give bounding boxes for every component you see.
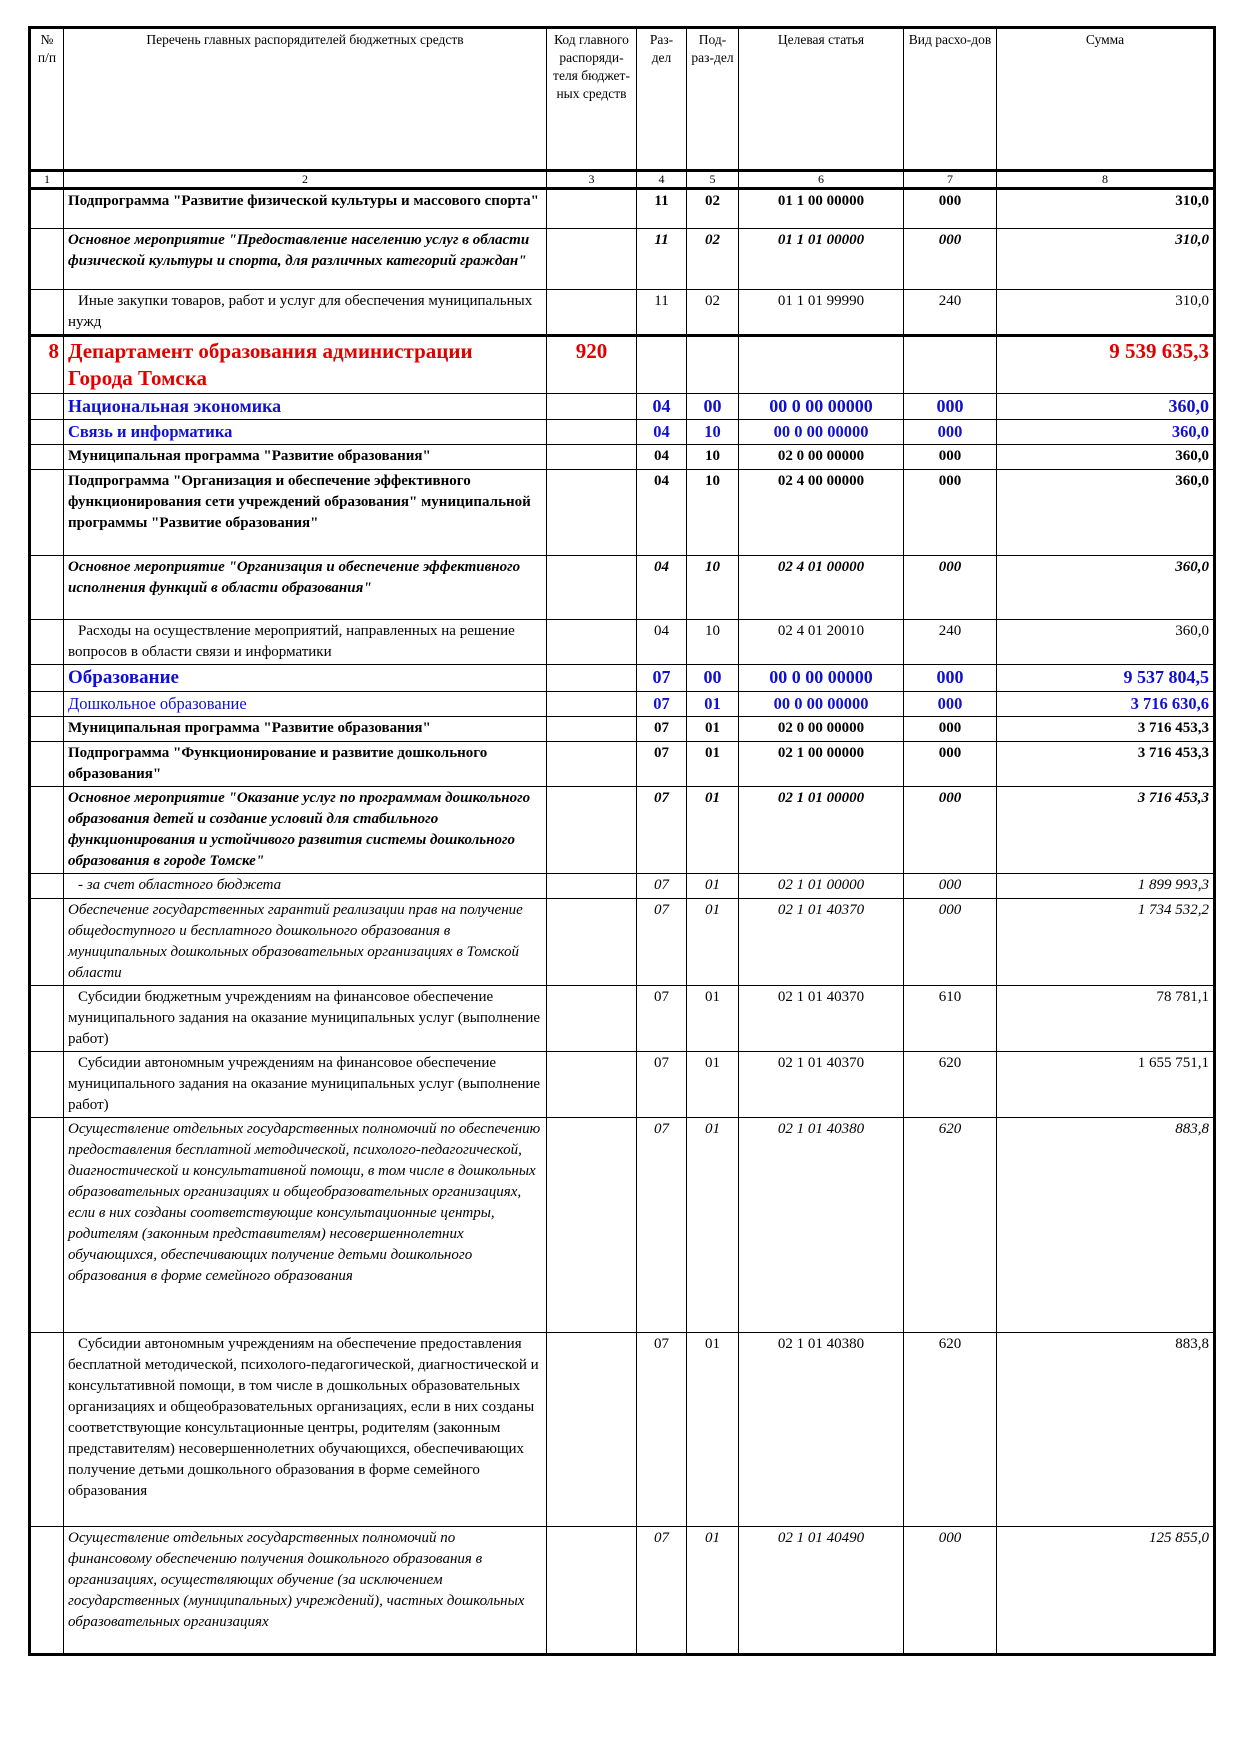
row-summa: 360,0 <box>997 394 1215 420</box>
row-razdel: 07 <box>637 787 687 874</box>
row-podrazdel: 01 <box>687 742 739 787</box>
row-razdel: 11 <box>637 229 687 290</box>
row-vid: 000 <box>904 742 997 787</box>
row-podrazdel: 00 <box>687 394 739 420</box>
row-name: Основное мероприятие "Организация и обеспечение эффективного исполнения функций в области образования" <box>64 556 547 620</box>
row-number <box>30 290 64 336</box>
row-code <box>547 986 637 1052</box>
column-numbers-row <box>30 171 1215 189</box>
row-summa: 310,0 <box>997 229 1215 290</box>
row-vid: 000 <box>904 394 997 420</box>
row-name: Подпрограмма "Организация и обеспечение эффективного функционирования сети учреждений образования" муниципальной программы "Развитие образования" <box>64 470 547 556</box>
table-row <box>30 556 1215 620</box>
row-number <box>30 470 64 556</box>
row-statya: 01 1 01 99990 <box>739 290 904 336</box>
row-code <box>547 394 637 420</box>
row-summa: 1 899 993,3 <box>997 874 1215 899</box>
header-number: № п/п <box>30 28 64 171</box>
row-statya: 01 1 00 00000 <box>739 189 904 229</box>
row-razdel: 04 <box>637 620 687 665</box>
row-statya: 02 0 00 00000 <box>739 445 904 470</box>
table-row <box>30 1118 1215 1333</box>
row-razdel: 07 <box>637 717 687 742</box>
column-number: 6 <box>739 171 904 189</box>
table-header-row <box>30 28 1215 171</box>
row-podrazdel: 01 <box>687 899 739 986</box>
row-razdel: 04 <box>637 394 687 420</box>
header-code: Код главного распоряди-теля бюджет-ных средств <box>547 28 637 171</box>
row-statya: 00 0 00 00000 <box>739 394 904 420</box>
header-summa: Сумма <box>997 28 1215 171</box>
row-summa: 125 855,0 <box>997 1527 1215 1655</box>
row-name: Субсидии автономным учреждениям на обеспечение предоставления бесплатной методической, психолого-педагогической, диагностической и консультативной помощи, в том числе в дошкольных образовательных организациях и общеобразовательных организациях, если в них созданы соответствующие консультационные центры, родителям (законным представителям) несовершеннолетних обучающихся, обеспечивающих получение детьми дошкольного образования в форме семейного образования <box>64 1333 547 1527</box>
row-number <box>30 1333 64 1527</box>
row-statya: 00 0 00 00000 <box>739 692 904 717</box>
budget-table <box>28 26 1216 1656</box>
row-vid: 620 <box>904 1052 997 1118</box>
row-razdel: 04 <box>637 470 687 556</box>
table-row <box>30 336 1215 394</box>
row-number <box>30 1052 64 1118</box>
row-statya: 02 1 01 40490 <box>739 1527 904 1655</box>
row-podrazdel: 02 <box>687 290 739 336</box>
column-number: 3 <box>547 171 637 189</box>
row-number <box>30 692 64 717</box>
row-code <box>547 1052 637 1118</box>
row-number <box>30 1118 64 1333</box>
row-razdel: 04 <box>637 420 687 445</box>
row-summa: 883,8 <box>997 1118 1215 1333</box>
table-row <box>30 692 1215 717</box>
row-statya: 02 1 01 40380 <box>739 1118 904 1333</box>
row-vid: 620 <box>904 1333 997 1527</box>
row-podrazdel: 01 <box>687 1333 739 1527</box>
row-code <box>547 556 637 620</box>
row-podrazdel: 10 <box>687 620 739 665</box>
row-razdel: 07 <box>637 1118 687 1333</box>
row-razdel: 07 <box>637 692 687 717</box>
row-razdel: 07 <box>637 1052 687 1118</box>
row-code <box>547 665 637 692</box>
row-name: Образование <box>64 665 547 692</box>
row-code <box>547 1333 637 1527</box>
row-razdel: 07 <box>637 899 687 986</box>
row-name: Муниципальная программа "Развитие образования" <box>64 717 547 742</box>
column-number: 4 <box>637 171 687 189</box>
row-podrazdel: 00 <box>687 665 739 692</box>
row-code <box>547 899 637 986</box>
row-code <box>547 290 637 336</box>
row-podrazdel: 01 <box>687 874 739 899</box>
row-podrazdel: 10 <box>687 445 739 470</box>
row-name: Обеспечение государственных гарантий реализации прав на получение общедоступного и бесплатного дошкольного образования в муниципальных дошкольных образовательных организациях в Томской области <box>64 899 547 986</box>
table-row <box>30 899 1215 986</box>
row-podrazdel: 02 <box>687 229 739 290</box>
row-razdel <box>637 336 687 394</box>
row-number <box>30 899 64 986</box>
row-podrazdel: 01 <box>687 1527 739 1655</box>
row-statya: 02 1 01 40370 <box>739 899 904 986</box>
row-razdel: 11 <box>637 290 687 336</box>
row-number <box>30 445 64 470</box>
table-row <box>30 1333 1215 1527</box>
row-name: Расходы на осуществление мероприятий, направленных на решение вопросов в области связи и информатики <box>64 620 547 665</box>
row-summa: 9 539 635,3 <box>997 336 1215 394</box>
row-razdel: 07 <box>637 1333 687 1527</box>
row-statya: 02 0 00 00000 <box>739 717 904 742</box>
row-vid: 620 <box>904 1118 997 1333</box>
table-row <box>30 620 1215 665</box>
row-statya: 01 1 01 00000 <box>739 229 904 290</box>
row-code <box>547 229 637 290</box>
row-podrazdel: 02 <box>687 189 739 229</box>
row-statya: 02 4 01 20010 <box>739 620 904 665</box>
row-razdel: 07 <box>637 986 687 1052</box>
column-number: 1 <box>30 171 64 189</box>
row-name: Связь и информатика <box>64 420 547 445</box>
row-summa: 3 716 453,3 <box>997 787 1215 874</box>
row-statya: 02 1 01 00000 <box>739 787 904 874</box>
table-row <box>30 229 1215 290</box>
row-number <box>30 742 64 787</box>
row-vid: 000 <box>904 229 997 290</box>
row-name: Муниципальная программа "Развитие образования" <box>64 445 547 470</box>
column-number: 5 <box>687 171 739 189</box>
table-row <box>30 717 1215 742</box>
row-summa: 360,0 <box>997 420 1215 445</box>
row-razdel: 07 <box>637 742 687 787</box>
row-summa: 360,0 <box>997 620 1215 665</box>
row-number <box>30 394 64 420</box>
row-code: 920 <box>547 336 637 394</box>
row-code <box>547 189 637 229</box>
row-vid: 000 <box>904 692 997 717</box>
row-summa: 1 734 532,2 <box>997 899 1215 986</box>
table-row <box>30 787 1215 874</box>
row-vid: 000 <box>904 665 997 692</box>
column-number: 7 <box>904 171 997 189</box>
row-name: Субсидии бюджетным учреждениям на финансовое обеспечение муниципального задания на оказание муниципальных услуг (выполнение работ) <box>64 986 547 1052</box>
row-code <box>547 620 637 665</box>
row-podrazdel: 01 <box>687 787 739 874</box>
row-vid: 000 <box>904 470 997 556</box>
header-statya: Целевая статья <box>739 28 904 171</box>
header-podrazdel: Под-раз-дел <box>687 28 739 171</box>
row-code <box>547 445 637 470</box>
row-summa: 310,0 <box>997 189 1215 229</box>
row-number <box>30 874 64 899</box>
row-number <box>30 420 64 445</box>
row-podrazdel: 01 <box>687 986 739 1052</box>
row-code <box>547 742 637 787</box>
row-name: Основное мероприятие "Предоставление населению услуг в области физической культуры и спорта, для различных категорий граждан" <box>64 229 547 290</box>
row-vid: 000 <box>904 189 997 229</box>
row-name: Подпрограмма "Развитие физической культуры и массового спорта" <box>64 189 547 229</box>
row-code <box>547 692 637 717</box>
table-row <box>30 1052 1215 1118</box>
row-vid: 000 <box>904 1527 997 1655</box>
row-vid: 240 <box>904 620 997 665</box>
row-statya: 02 4 01 00000 <box>739 556 904 620</box>
row-name: - за счет областного бюджета <box>64 874 547 899</box>
row-statya: 00 0 00 00000 <box>739 420 904 445</box>
row-code <box>547 420 637 445</box>
row-number <box>30 665 64 692</box>
row-name: Осуществление отдельных государственных полномочий по финансовому обеспечению получения дошкольного образования в организациях, осуществляющих обучение (за исключением государственных (муниципальных) учреждений), частных дошкольных образовательных организациях <box>64 1527 547 1655</box>
row-name: Дошкольное образование <box>64 692 547 717</box>
row-statya: 02 4 00 00000 <box>739 470 904 556</box>
row-number <box>30 717 64 742</box>
row-number: 8 <box>30 336 64 394</box>
row-razdel: 04 <box>637 445 687 470</box>
table-row <box>30 874 1215 899</box>
row-statya: 02 1 01 40380 <box>739 1333 904 1527</box>
column-number: 8 <box>997 171 1215 189</box>
row-name: Департамент образования администрации Города Томска <box>64 336 547 394</box>
row-code <box>547 1118 637 1333</box>
row-code <box>547 470 637 556</box>
row-statya: 02 1 01 00000 <box>739 874 904 899</box>
row-summa: 883,8 <box>997 1333 1215 1527</box>
row-name: Иные закупки товаров, работ и услуг для обеспечения муниципальных нужд <box>64 290 547 336</box>
row-summa: 360,0 <box>997 470 1215 556</box>
row-podrazdel: 01 <box>687 717 739 742</box>
row-number <box>30 556 64 620</box>
row-vid: 000 <box>904 556 997 620</box>
row-podrazdel: 01 <box>687 1052 739 1118</box>
row-code <box>547 1527 637 1655</box>
table-row <box>30 470 1215 556</box>
header-vid: Вид расхо-дов <box>904 28 997 171</box>
row-summa: 78 781,1 <box>997 986 1215 1052</box>
row-number <box>30 787 64 874</box>
row-summa: 3 716 453,3 <box>997 717 1215 742</box>
row-code <box>547 874 637 899</box>
column-number: 2 <box>64 171 547 189</box>
header-razdel: Раз-дел <box>637 28 687 171</box>
row-vid: 000 <box>904 420 997 445</box>
row-podrazdel: 10 <box>687 470 739 556</box>
row-podrazdel: 10 <box>687 420 739 445</box>
row-vid: 000 <box>904 445 997 470</box>
row-summa: 360,0 <box>997 556 1215 620</box>
row-vid: 000 <box>904 874 997 899</box>
row-summa: 3 716 630,6 <box>997 692 1215 717</box>
row-vid: 610 <box>904 986 997 1052</box>
row-podrazdel: 01 <box>687 692 739 717</box>
table-row <box>30 394 1215 420</box>
row-number <box>30 189 64 229</box>
row-summa: 360,0 <box>997 445 1215 470</box>
row-name: Субсидии автономным учреждениям на финансовое обеспечение муниципального задания на оказание муниципальных услуг (выполнение работ) <box>64 1052 547 1118</box>
row-code <box>547 717 637 742</box>
table-row <box>30 189 1215 229</box>
row-vid: 240 <box>904 290 997 336</box>
row-name: Осуществление отдельных государственных полномочий по обеспечению предоставления бесплатной методической, психолого-педагогической, диагностической и консультативной помощи, в том числе в дошкольных образовательных организациях и общеобразовательных организациях, если в них созданы соответствующие консультационные центры, родителям (законным представителям) несовершеннолетних обучающихся, обеспечивающих получение детьми дошкольного образования в форме семейного образования <box>64 1118 547 1333</box>
table-row <box>30 665 1215 692</box>
row-summa: 1 655 751,1 <box>997 1052 1215 1118</box>
row-statya <box>739 336 904 394</box>
header-name: Перечень главных распорядителей бюджетных средств <box>64 28 547 171</box>
row-number <box>30 229 64 290</box>
row-name: Основное мероприятие "Оказание услуг по программам дошкольного образования детей и создание условий для стабильного функционирования и устойчивого развития системы дошкольного образования в городе Томске" <box>64 787 547 874</box>
row-vid <box>904 336 997 394</box>
row-statya: 02 1 00 00000 <box>739 742 904 787</box>
row-vid: 000 <box>904 787 997 874</box>
row-name: Национальная экономика <box>64 394 547 420</box>
row-number <box>30 986 64 1052</box>
row-podrazdel: 01 <box>687 1118 739 1333</box>
row-statya: 02 1 01 40370 <box>739 1052 904 1118</box>
table-row <box>30 742 1215 787</box>
row-vid: 000 <box>904 899 997 986</box>
row-summa: 310,0 <box>997 290 1215 336</box>
row-vid: 000 <box>904 717 997 742</box>
row-number <box>30 1527 64 1655</box>
row-statya: 00 0 00 00000 <box>739 665 904 692</box>
table-row <box>30 445 1215 470</box>
row-razdel: 07 <box>637 1527 687 1655</box>
row-code <box>547 787 637 874</box>
row-razdel: 07 <box>637 665 687 692</box>
row-statya: 02 1 01 40370 <box>739 986 904 1052</box>
row-summa: 3 716 453,3 <box>997 742 1215 787</box>
row-razdel: 07 <box>637 874 687 899</box>
row-number <box>30 620 64 665</box>
table-row <box>30 1527 1215 1655</box>
row-name: Подпрограмма "Функционирование и развитие дошкольного образования" <box>64 742 547 787</box>
table-row <box>30 986 1215 1052</box>
row-razdel: 04 <box>637 556 687 620</box>
row-podrazdel: 10 <box>687 556 739 620</box>
row-razdel: 11 <box>637 189 687 229</box>
table-row <box>30 290 1215 336</box>
row-podrazdel <box>687 336 739 394</box>
table-row <box>30 420 1215 445</box>
row-summa: 9 537 804,5 <box>997 665 1215 692</box>
